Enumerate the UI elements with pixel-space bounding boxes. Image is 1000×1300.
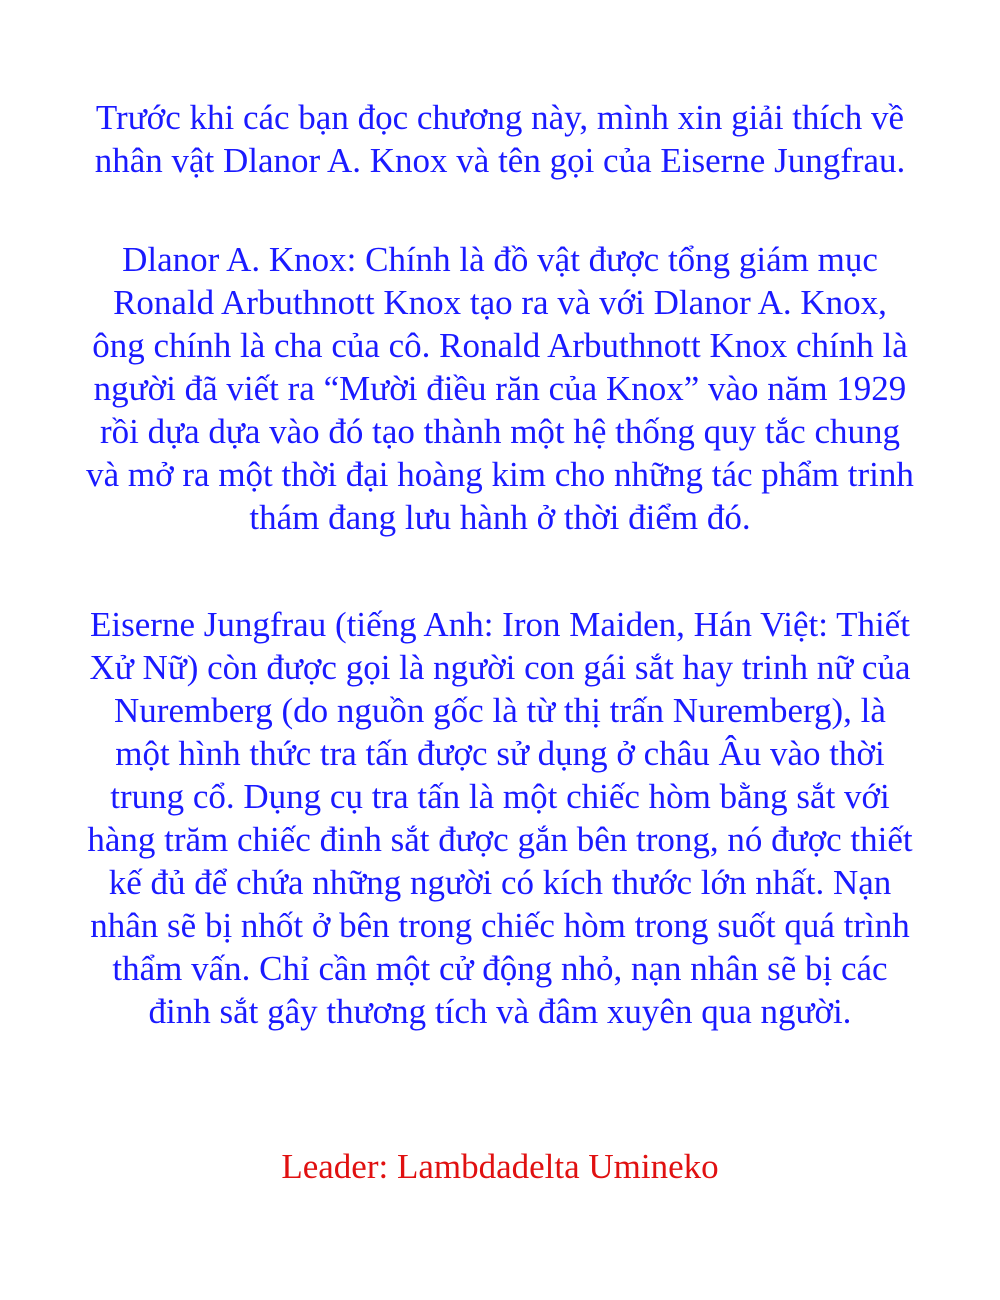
text-line: Dlanor A. Knox: Chính là đồ vật được tổng giám mục	[122, 240, 878, 279]
text-line: ông chính là cha của cô. Ronald Arbuthnott Knox chính là	[92, 326, 908, 365]
text-line: đinh sắt gây thương tích và đâm xuyên qua người.	[148, 992, 852, 1031]
text-line: Trước khi các bạn đọc chương này, mình xin giải thích về	[95, 98, 905, 137]
text-line: trung cổ. Dụng cụ tra tấn là một chiếc hòm bằng sắt với	[110, 777, 890, 816]
text-line: thám đang lưu hành ở thời điểm đó.	[249, 498, 751, 537]
text-line: Eiserne Jungfrau (tiếng Anh: Iron Maiden, Hán Việt: Thiết	[90, 605, 910, 644]
text-line: Xử Nữ) còn được gọi là người con gái sắt hay trinh nữ của	[89, 648, 911, 687]
intro-paragraph	[20, 96, 980, 182]
leader-credit: Leader: Lambdadelta Umineko	[281, 1147, 719, 1186]
iron-maiden-paragraph	[20, 603, 980, 1033]
text-line: và mở ra một thời đại hoàng kim cho những tác phẩm trinh	[86, 455, 914, 494]
text-line: nhân vật Dlanor A. Knox và tên gọi của Eiserne Jungfrau.	[94, 141, 906, 180]
text-line: một hình thức tra tấn được sử dụng ở châu Âu vào thời	[115, 734, 885, 773]
text-line: hàng trăm chiếc đinh sắt được gắn bên trong, nó được thiết	[87, 820, 913, 859]
text-line: Ronald Arbuthnott Knox tạo ra và với Dlanor A. Knox,	[113, 283, 887, 322]
text-line: thẩm vấn. Chỉ cần một cử động nhỏ, nạn nhân sẽ bị các	[112, 949, 888, 988]
text-line: người đã viết ra “Mười điều răn của Knox” vào năm 1929	[93, 369, 907, 408]
knox-paragraph	[20, 238, 980, 539]
text-line: Nuremberg (do nguồn gốc là từ thị trấn Nuremberg), là	[114, 691, 886, 730]
text-line: rồi dựa dựa vào đó tạo thành một hệ thống quy tắc chung	[100, 412, 900, 451]
text-line: nhân sẽ bị nhốt ở bên trong chiếc hòm trong suốt quá trình	[90, 906, 910, 945]
text-line: kế đủ để chứa những người có kích thước lớn nhất. Nạn	[108, 863, 892, 902]
